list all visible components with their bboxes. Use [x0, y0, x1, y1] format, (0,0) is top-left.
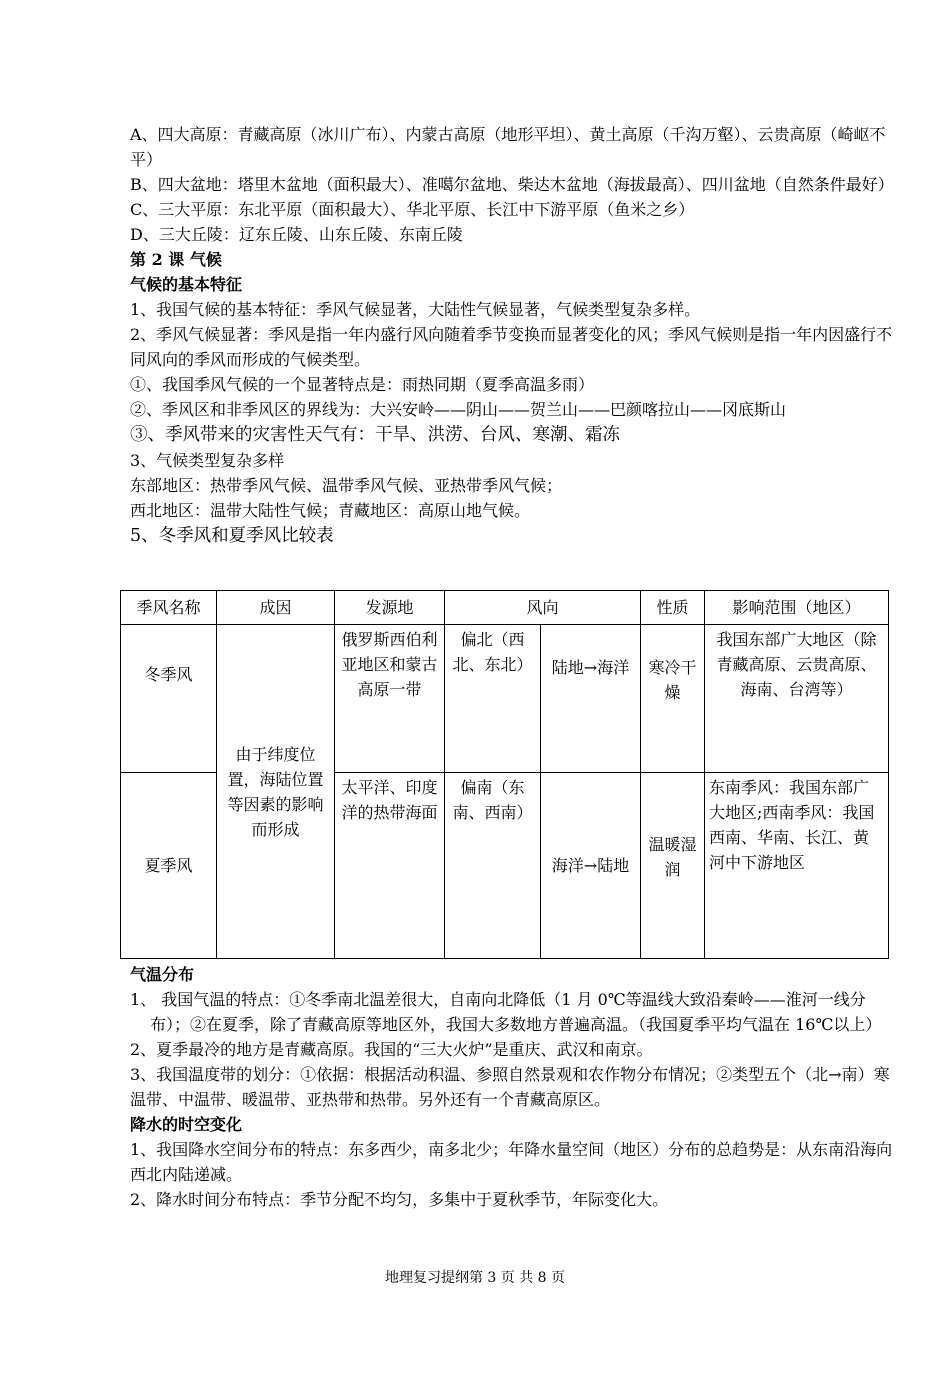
- section-title-precipitation: 降水的时空变化: [130, 1115, 243, 1134]
- table-caption: 5、冬季风和夏季风比较表: [130, 526, 334, 546]
- direction-cell: 陆地→海洋: [541, 625, 641, 773]
- paragraph: 3、气候类型复杂多样: [130, 451, 285, 470]
- paragraph: 东部地区：热带季风气候、温带季风气候、亚热带季风气候；: [130, 476, 563, 495]
- table-header: 风向: [445, 591, 641, 625]
- range-cell: 我国东部广大地区（除青藏高原、云贵高原、海南、台湾等）: [705, 625, 889, 773]
- intro-line: B、四大盆地：塔里木盆地（面积最大）、准噶尔盆地、柴达木盆地（海拔最高）、四川盆地（自然条件最好）: [130, 175, 894, 194]
- direction-cell: 海洋→陆地: [541, 773, 641, 959]
- table-row-winter: [121, 625, 889, 773]
- document-body-continued: [130, 962, 900, 1212]
- paragraph: ①、我国季风气候的一个显著特点是：雨热同期（夏季高温多雨）: [130, 375, 595, 394]
- direction-cell: 偏南（东南、西南）: [445, 773, 541, 959]
- table-header: 性质: [641, 591, 705, 625]
- table-header: 成因: [217, 591, 335, 625]
- intro-line: C、三大平原：东北平原（面积最大）、华北平原、长江中下游平原（鱼米之乡）: [130, 200, 695, 219]
- cause-cell: 由于纬度位置，海陆位置等因素的影响而形成: [217, 625, 335, 959]
- intro-line: D、三大丘陵：辽东丘陵、山东丘陵、东南丘陵: [130, 225, 463, 244]
- monsoon-name: 冬季风: [121, 625, 217, 773]
- range-cell: 东南季风：我国东部广大地区;西南季风：我国西南、华南、长江、黄河中下游地区: [705, 773, 889, 959]
- paragraph: 2、降水时间分布特点：季节分配不均匀，多集中于夏秋季节，年际变化大。: [130, 1190, 669, 1209]
- table-header: 发源地: [335, 591, 445, 625]
- paragraph: 2、季风气候显著：季风是指一年内盛行风向随着季节变换而显著变化的风；季风气候则是指一年内因盛行不同风向的季风而形成的气候类型。: [130, 325, 893, 369]
- monsoon-name: 夏季风: [121, 773, 217, 959]
- section-title-climate: 气候的基本特征: [130, 275, 243, 294]
- direction-cell: 偏北（西北、东北）: [445, 625, 541, 773]
- nature-cell: 温暖湿润: [641, 773, 705, 959]
- paragraph: ③、季风带来的灾害性天气有：干旱、洪涝、台风、寒潮、霜冻: [130, 425, 620, 445]
- paragraph: ②、季风区和非季风区的界线为：大兴安岭——阴山——贺兰山——巴颜喀拉山——冈底斯山: [130, 400, 787, 419]
- paragraph: 1、我国气候的基本特征：季风气候显著，大陆性气候显著，气候类型复杂多样。: [130, 300, 701, 319]
- table-header: 影响范围（地区）: [705, 591, 889, 625]
- nature-cell: 寒冷干燥: [641, 625, 705, 773]
- intro-line: A、四大高原：青藏高原（冰川广布）、内蒙古高原（地形平坦）、黄土高原（千沟万壑）、云贵高原（崎岖不平）: [130, 125, 886, 169]
- table-header-row: [121, 591, 889, 625]
- source-cell: 太平洋、印度洋的热带海面: [335, 773, 445, 959]
- source-cell: 俄罗斯西伯利亚地区和蒙古高原一带: [335, 625, 445, 773]
- paragraph: 西北地区：温带大陆性气候；青藏地区：高原山地气候。: [130, 501, 531, 520]
- document-body: [130, 122, 900, 549]
- paragraph: 3、我国温度带的划分：①依据：根据活动积温、参照自然景观和农作物分布情况；②类型五个（北→南）寒温带、中温带、暖温带、亚热带和热带。另外还有一个青藏高原区。: [130, 1065, 890, 1109]
- lesson-title: 第 2 课 气候: [130, 250, 222, 269]
- section-title-temperature: 气温分布: [130, 965, 195, 984]
- table-header: 季风名称: [121, 591, 217, 625]
- paragraph: 2、夏季最冷的地方是青藏高原。我国的“三大火炉”是重庆、武汉和南京。: [130, 1040, 653, 1059]
- paragraph: 1、 我国气温的特点：①冬季南北温差很大，自南向北降低（1 月 0℃等温线大致沿秦岭——淮河一线分布）；②在夏季，除了青藏高原等地区外，我国大多数地方普遍高温。（我国夏季平均气温在 16℃以上）: [130, 990, 882, 1034]
- paragraph: 1、我国降水空间分布的特点：东多西少，南多北少；年降水量空间（地区）分布的总趋势是：从东南沿海向西北内陆递减。: [130, 1140, 893, 1184]
- page-footer: 地理复习提纲第 3 页 共 8 页: [384, 1270, 566, 1286]
- monsoon-comparison-table: [120, 590, 889, 959]
